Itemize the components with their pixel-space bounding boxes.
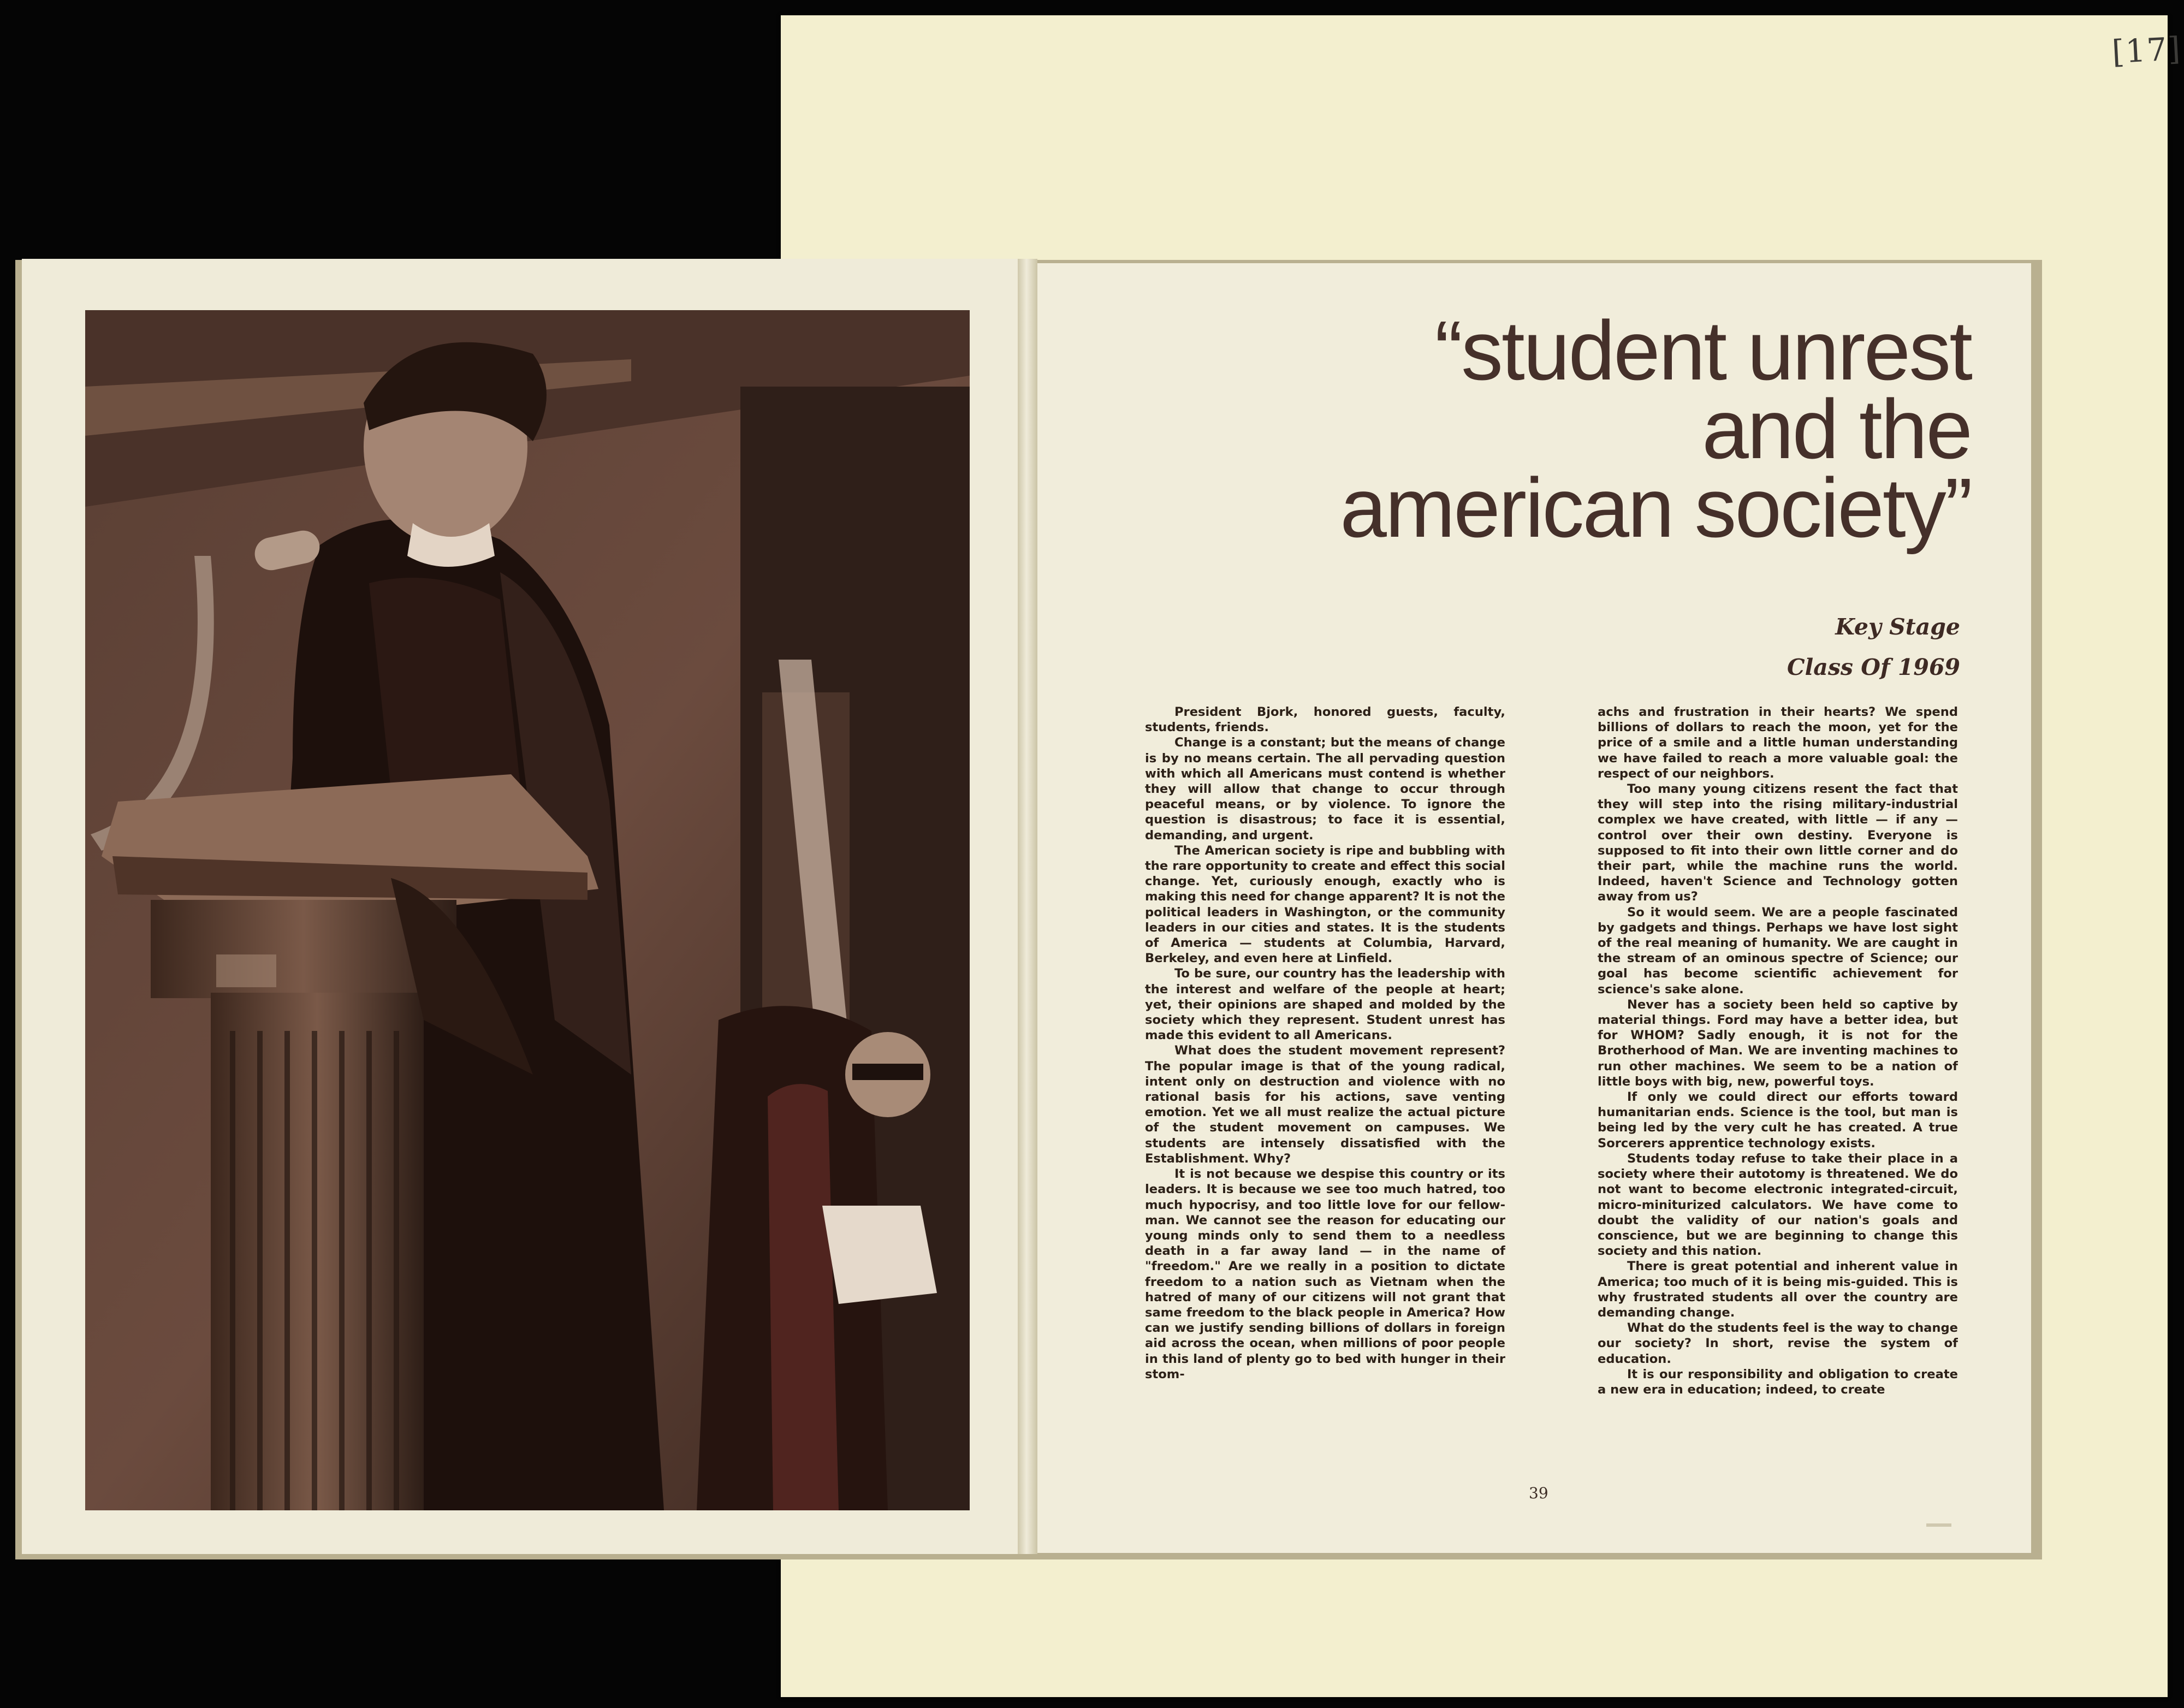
article-column-right [1598, 704, 1958, 1458]
paragraph: There is great potential and inherent value in America; too much of it is being mis-guided. This is why frustrated students all over the country are demanding change. [1598, 1259, 1958, 1320]
author-name: Key Stage [1835, 614, 1960, 640]
page-number: 39 [1529, 1484, 1548, 1502]
paragraph: President Bjork, honored guests, faculty, students, friends. [1145, 705, 1505, 735]
paragraph: Students today refuse to take their place in a society where their autotomy is threatened. We do not want to become electronic integrated-circuit, micro-miniturized calculators. We have come to doubt the validity of our nation's goals and conscience, but we are beginning to change this society and this nation. [1598, 1151, 1958, 1259]
paragraph: The American society is ripe and bubbling with the rare opportunity to create and effect this social change. Yet, curiously enough, exactly who is making this need for change apparent? It is not the political leaders in Washington, or the community leaders in our cities and states. It is the students of America — students at Columbia, Harvard, Berkeley, and even here at Linfield. [1145, 843, 1505, 966]
paragraph: To be sure, our country has the leadership with the interest and welfare of the people at heart; yet, their opinions are shaped and molded by the society which they represent. Student unrest has made this evident to all Americans. [1145, 966, 1505, 1043]
title-line-2: and the [1702, 382, 1971, 476]
paragraph: Too many young citizens resent the fact that they will step into the rising military-industrial complex we have created, with little — if any — control over their own destiny. Everyone is supposed to fit into their own little corner and do their part, while the machine runs the world. Indeed, haven't Science and Technology gotten away from us? [1598, 782, 1958, 904]
paragraph: Change is a constant; but the means of change is by no means certain. The all pervading question with which all Americans must contend is whether they will allow that change to occur through peaceful means, or by violence. To ignore the question is disastrous; to face it is essential, demanding, and urgent. [1145, 736, 1505, 843]
paragraph: Never has a society been held so captive by material things. Ford may have a better idea, but for WHOM? Sadly enough, it is not for the Brotherhood of Man. We are inventing machines to run other machines. We seem to be a nation of little boys with big, new, powerful toys. [1598, 997, 1958, 1089]
paragraph: achs and frustration in their hearts? We spend billions of dollars to reach the moon, yet for the price of a smile and a little human understanding we have failed to reach a more valuable goal: the respect of our neighbors. [1598, 705, 1958, 781]
speaker-photo-illustration [85, 310, 970, 1510]
paragraph: What does the student movement represent? The popular image is that of the young radical, intent only on destruction and violence with no rational basis for his actions, save venting emotion. Yet we all must realize the actual picture of the student movement on campuses. We students are intensely dissatisfied with the Establishment. Why? [1145, 1043, 1505, 1166]
paragraph: It is our responsibility and obligation to create a new era in education; indeed, to create [1598, 1367, 1958, 1397]
archive-page-mark: [17] [2111, 29, 2182, 71]
article-column-left [1145, 704, 1505, 1458]
speaker-photo [85, 310, 970, 1510]
paper-mark [1926, 1523, 1951, 1527]
article-title [1272, 304, 1971, 555]
class-year: Class Of 1969 [1787, 654, 1960, 680]
title-line-1: “student unrest [1434, 304, 1971, 398]
title-line-3: american society” [1340, 461, 1971, 555]
paragraph: It is not because we despise this country or its leaders. It is because we see too much hatred, too much hypocrisy, and too little love for our fellow-man. We cannot see the reason for educating our young minds only to send them to a needless death in a far away land — in the name of "freedom." Are we really in a position to dictate freedom to a nation such as Vietnam when the hatred of many of our citizens will not grant that same freedom to the black people in America? How can we justify sending billions of dollars in foreign aid across the ocean, when millions of poor people in this land of plenty go to bed with hunger in their stom- [1145, 1167, 1505, 1381]
paragraph: If only we could direct our efforts toward humanitarian ends. Science is the tool, but man is being led by the very cult he has created. A true Sorcerers apprentice technology exists. [1598, 1090, 1958, 1150]
page-gutter [1018, 259, 1037, 1554]
paragraph: So it would seem. We are a people fascinated by gadgets and things. Perhaps we have lost sight of the real meaning of humanity. We are caught in the stream of an ominous spectre of Science; our goal has become scientific achievement for science's sake alone. [1598, 905, 1958, 997]
paragraph: What do the students feel is the way to change our society? In short, revise the system of education. [1598, 1321, 1958, 1366]
